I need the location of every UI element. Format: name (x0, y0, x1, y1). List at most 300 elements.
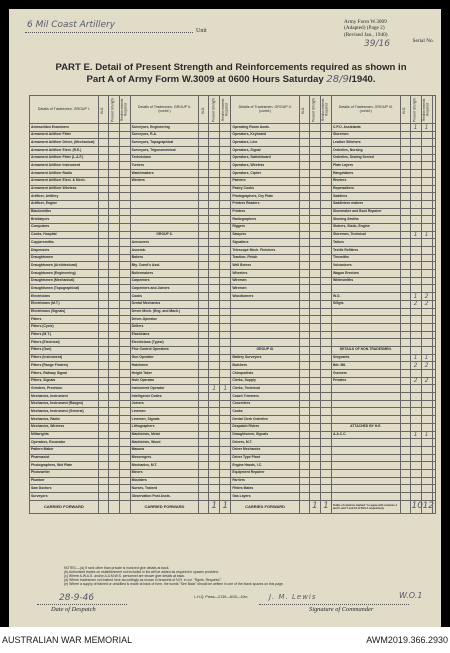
trade-cell: Riggers (231, 223, 300, 231)
count-cell (220, 170, 231, 178)
count-cell (119, 408, 130, 416)
count-cell (309, 469, 320, 477)
count-cell: 2 (410, 362, 421, 370)
count-cell (421, 254, 432, 262)
table-row (30, 308, 436, 316)
count-cell (410, 316, 421, 324)
count-cell (320, 216, 331, 224)
count-cell (199, 362, 209, 370)
count-cell (98, 124, 108, 132)
count-cell (199, 300, 209, 308)
spacer-cell (432, 316, 435, 324)
count-cell (108, 354, 119, 362)
count-cell (119, 277, 130, 285)
count-cell (199, 423, 209, 431)
count-cell (410, 408, 421, 416)
count-cell (209, 185, 220, 193)
count-cell (199, 346, 209, 354)
count-cell (98, 285, 108, 293)
spacer-cell (432, 247, 435, 255)
count-cell (199, 408, 209, 416)
count-cell (119, 147, 130, 155)
count-cell (220, 216, 231, 224)
count-cell (220, 377, 231, 385)
trade-cell: Wiremen (231, 277, 300, 285)
trade-cell: Grinders, Precision (30, 385, 99, 393)
count-cell (299, 339, 309, 347)
count-cell (299, 462, 309, 470)
count-cell (320, 262, 331, 270)
count-cell (320, 339, 331, 347)
count-cell (410, 477, 421, 485)
count-cell (220, 254, 231, 262)
count-cell (220, 362, 231, 370)
count-cell (199, 446, 209, 454)
count-cell (199, 177, 209, 185)
trade-cell: Blacksmiths (30, 208, 99, 216)
table-row (30, 493, 436, 501)
count-cell (209, 270, 220, 278)
count-cell: 1 (410, 293, 421, 301)
spacer-cell (432, 477, 435, 485)
trade-cell: Signallers (231, 239, 300, 247)
count-cell (410, 277, 421, 285)
count-cell (108, 454, 119, 462)
trade-cell: Assemb. (130, 247, 199, 255)
count-cell (299, 439, 309, 447)
count-cell (220, 493, 231, 501)
count-cell (410, 439, 421, 447)
count-cell (108, 262, 119, 270)
count-cell (220, 316, 231, 324)
count-cell (309, 162, 320, 170)
count-cell (410, 147, 421, 155)
cf-value: 1 (309, 500, 320, 513)
count-cell (119, 200, 130, 208)
count-cell (199, 247, 209, 255)
spacer-cell (432, 354, 435, 362)
count-cell (98, 370, 108, 378)
count-cell (410, 339, 421, 347)
trade-cell: Photowriter (30, 469, 99, 477)
spacer-cell (432, 416, 435, 424)
trade-cell (331, 316, 400, 324)
count-cell (320, 293, 331, 301)
spacer-cell (432, 154, 435, 162)
count-cell (199, 462, 209, 470)
count-cell (400, 316, 410, 324)
spacer-cell (432, 170, 435, 178)
count-cell (119, 185, 130, 193)
count-cell (108, 139, 119, 147)
trade-cell: Saddletree makers (331, 200, 400, 208)
count-cell (400, 446, 410, 454)
spacer-cell (432, 469, 435, 477)
count-cell (309, 446, 320, 454)
count-cell (421, 270, 432, 278)
trade-cell: Driver Mechanics (231, 446, 300, 454)
trade-cell: Wheelers (231, 270, 300, 278)
count-cell (108, 346, 119, 354)
count-cell (421, 216, 432, 224)
count-cell (209, 293, 220, 301)
count-cell (119, 308, 130, 316)
trade-cell: Storemen (331, 131, 400, 139)
trade-cell: Draughtsmen (Mechanical) (30, 277, 99, 285)
trade-cell: Telescope Mech. Finishers (231, 247, 300, 255)
header-present: Present Strength (209, 96, 220, 124)
count-cell (309, 147, 320, 155)
count-cell (309, 300, 320, 308)
count-cell (108, 370, 119, 378)
count-cell (98, 300, 108, 308)
count-cell (421, 162, 432, 170)
trade-cell: Fitters (M.T.) (30, 331, 99, 339)
trade-cell: Ropewalkers (331, 185, 400, 193)
count-cell (421, 223, 432, 231)
count-cell (400, 377, 410, 385)
count-cell (410, 393, 421, 401)
count-cell (98, 308, 108, 316)
count-cell (220, 147, 231, 155)
trade-cell: Pastry Cooks (231, 185, 300, 193)
count-cell (220, 223, 231, 231)
count-cell (309, 316, 320, 324)
count-cell (220, 485, 231, 493)
note-line: NOTES.—(a) If rank other than private is involved give details at back. (64, 566, 170, 570)
trade-cell: Dental Mechanics (130, 300, 199, 308)
count-cell (410, 423, 421, 431)
count-cell: 2 (421, 293, 432, 301)
count-cell (320, 124, 331, 132)
spacer-cell (432, 493, 435, 501)
trade-cell: Fine Control Operators (130, 346, 199, 354)
count-cell (421, 308, 432, 316)
count-cell (309, 354, 320, 362)
count-cell (119, 208, 130, 216)
count-cell (209, 200, 220, 208)
count-cell (299, 469, 309, 477)
count-cell (421, 400, 432, 408)
count-cell (119, 223, 130, 231)
spacer-cell (432, 223, 435, 231)
count-cell (309, 139, 320, 147)
spacer-cell (432, 431, 435, 439)
count-cell (320, 423, 331, 431)
count-cell (199, 285, 209, 293)
count-cell (108, 331, 119, 339)
trade-cell: Gas Layers (231, 493, 300, 501)
count-cell (108, 300, 119, 308)
count-cell (220, 185, 231, 193)
count-cell (299, 162, 309, 170)
count-cell: 1 (209, 385, 220, 393)
count-cell (199, 308, 209, 316)
count-cell (299, 208, 309, 216)
count-cell (220, 177, 231, 185)
trade-cell (331, 400, 400, 408)
count-cell (421, 446, 432, 454)
trade-cell (231, 316, 300, 324)
header-wo: W.O. (400, 96, 410, 124)
count-cell (108, 500, 119, 513)
count-cell (108, 377, 119, 385)
count-cell (421, 339, 432, 347)
count-cell (209, 346, 220, 354)
count-cell (199, 393, 209, 401)
table-row (30, 277, 436, 285)
count-cell (220, 139, 231, 147)
trade-cell: Fitters (Electrical) (30, 339, 99, 347)
trade-cell: Sawyers (231, 231, 300, 239)
count-cell (410, 262, 421, 270)
count-cell (400, 154, 410, 162)
despatch-date-handwritten: 28-9-46 (59, 593, 95, 603)
count-cell (400, 454, 410, 462)
title-line-2-prefix: Part A of Army Form W.3009 at 0600 Hours Saturday (86, 74, 324, 85)
trade-cell: Mechanics, M.T. (130, 462, 199, 470)
count-cell (220, 446, 231, 454)
spacer-cell (432, 323, 435, 331)
trade-cell (130, 208, 199, 216)
note-line: (d) Where tradesmen not trained here accordingly as shown in brackets of N.R. in col. "Rgnts. Required." (64, 578, 222, 582)
count-cell (108, 308, 119, 316)
trade-cell: DETAILS OF NON-TRADESMEN. (331, 346, 400, 354)
count-cell (220, 239, 231, 247)
count-cell (421, 477, 432, 485)
count-cell (119, 446, 130, 454)
trade-cell (331, 469, 400, 477)
count-cell (108, 393, 119, 401)
count-cell (209, 162, 220, 170)
trade-cell (331, 439, 400, 447)
count-cell (309, 439, 320, 447)
count-cell (299, 170, 309, 178)
trade-cell (331, 416, 400, 424)
count-cell (98, 216, 108, 224)
count-cell (421, 485, 432, 493)
count-cell (410, 385, 421, 393)
trade-cell: Height Taker (130, 370, 199, 378)
spacer-cell (432, 400, 435, 408)
count-cell (98, 154, 108, 162)
trade-cell: Stokers, Static, Engine (331, 223, 400, 231)
count-cell (98, 431, 108, 439)
count-cell (98, 477, 108, 485)
form-ref-line: Army Form W.3009 (344, 19, 387, 25)
spacer-cell (432, 370, 435, 378)
count-cell (199, 231, 209, 239)
trade-cell: Tinsmiths (331, 254, 400, 262)
count-cell (119, 154, 130, 162)
form-reference (344, 19, 440, 49)
count-cell (209, 277, 220, 285)
count-cell (199, 131, 209, 139)
spacer-cell (432, 277, 435, 285)
count-cell (299, 147, 309, 155)
count-cell (299, 446, 309, 454)
trade-cell (331, 493, 400, 501)
signature-rank: W.O.1 (399, 591, 423, 600)
count-cell (98, 469, 108, 477)
count-cell (220, 393, 231, 401)
count-cell (299, 247, 309, 255)
table-row (30, 193, 436, 201)
count-cell (320, 185, 331, 193)
spacer-cell (432, 339, 435, 347)
trade-cell: Draughtsmen, Signals (231, 431, 300, 439)
trade-cell: Messengers (130, 454, 199, 462)
count-cell (299, 431, 309, 439)
trade-cell: GROUP II. (130, 231, 199, 239)
table-row (30, 331, 436, 339)
count-cell (299, 454, 309, 462)
count-cell (309, 262, 320, 270)
count-cell (199, 193, 209, 201)
count-cell (98, 416, 108, 424)
count-cell (320, 346, 331, 354)
count-cell (98, 293, 108, 301)
trade-cell: Bricklayers (30, 216, 99, 224)
cf-value: 1 (320, 500, 331, 513)
count-cell (400, 400, 410, 408)
header-present: Present Strength (108, 96, 119, 124)
count-cell (98, 485, 108, 493)
table-row (30, 239, 436, 247)
count-cell (309, 323, 320, 331)
note-line: (c) Where A.W.A.S. and/or A.A.M.W.S. personnel are shown give details at back. (64, 574, 185, 578)
table-row (30, 469, 436, 477)
cf-total: 10 (410, 500, 421, 513)
count-cell (309, 185, 320, 193)
count-cell (119, 300, 130, 308)
count-cell: 2 (421, 300, 432, 308)
table-row (30, 170, 436, 178)
count-cell (410, 185, 421, 193)
count-cell (199, 339, 209, 347)
count-cell (320, 331, 331, 339)
cf-value: 1 (209, 500, 220, 513)
table-row (30, 216, 436, 224)
spacer-cell (432, 147, 435, 155)
despatch-label: Date of Despatch (51, 606, 96, 613)
trade-cell: Driver-Operator (130, 316, 199, 324)
count-cell (320, 469, 331, 477)
count-cell (220, 247, 231, 255)
count-cell: 1 (220, 385, 231, 393)
count-cell (320, 208, 331, 216)
count-cell (410, 131, 421, 139)
trade-cell: Lithographers (130, 423, 199, 431)
printer-imprint: L.H.Q. Press—2139—8/43—10m. (194, 595, 249, 599)
trade-cell: Moulders (130, 477, 199, 485)
count-cell (421, 277, 432, 285)
count-cell (309, 239, 320, 247)
table-row (30, 231, 436, 239)
count-cell (309, 216, 320, 224)
table-row (30, 454, 436, 462)
count-cell (209, 462, 220, 470)
count-cell (108, 423, 119, 431)
count-cell (108, 316, 119, 324)
table-row (30, 339, 436, 347)
trade-cell: Dispensers (30, 247, 99, 255)
count-cell (209, 339, 220, 347)
archive-institution: AUSTRALIAN WAR MEMORIAL (2, 635, 133, 645)
header-reinforcements: Reinforcements Required (119, 96, 130, 124)
count-cell (421, 331, 432, 339)
trade-cell: Mechanics, Instrument (Ranges) (30, 400, 99, 408)
count-cell (119, 462, 130, 470)
count-cell (119, 439, 130, 447)
count-cell (400, 277, 410, 285)
trade-cell: Armament Artificer Elect. (R.E.) (30, 147, 99, 155)
trade-cell: Concreters (231, 400, 300, 408)
trade-cell: Operators, Switchboard (231, 154, 300, 162)
spacer-cell (432, 408, 435, 416)
count-cell (421, 262, 432, 270)
count-cell (410, 323, 421, 331)
count-cell (108, 147, 119, 155)
count-cell (400, 477, 410, 485)
trade-cell: Intelligence Duties (130, 393, 199, 401)
count-cell (410, 485, 421, 493)
count-cell (421, 239, 432, 247)
count-cell (199, 139, 209, 147)
count-cell (108, 416, 119, 424)
trade-cell (331, 339, 400, 347)
count-cell (108, 193, 119, 201)
count-cell (309, 124, 320, 132)
count-cell (209, 124, 220, 132)
count-cell (209, 408, 220, 416)
count-cell (98, 446, 108, 454)
count-cell (410, 216, 421, 224)
form-ref-line: (Adapted) (Page 2) (344, 25, 385, 32)
count-cell (421, 393, 432, 401)
count-cell (108, 185, 119, 193)
count-cell (209, 208, 220, 216)
count-cell (400, 362, 410, 370)
count-cell (209, 285, 220, 293)
count-cell (199, 124, 209, 132)
count-cell (400, 216, 410, 224)
cf-label: CARRIED FORWARD (231, 500, 300, 513)
trade-cell: Gun Operator (130, 354, 199, 362)
count-cell (209, 223, 220, 231)
count-cell (209, 477, 220, 485)
count-cell (421, 131, 432, 139)
count-cell (410, 370, 421, 378)
count-cell (421, 193, 432, 201)
count-cell (400, 323, 410, 331)
count-cell (400, 239, 410, 247)
spacer-cell (432, 293, 435, 301)
trade-cell: Linemen, Signals (130, 416, 199, 424)
count-cell (320, 462, 331, 470)
count-cell (299, 293, 309, 301)
count-cell (220, 339, 231, 347)
count-cell (309, 223, 320, 231)
count-cell (119, 370, 130, 378)
count-cell (400, 231, 410, 239)
trade-cell: Shoeing Smiths (331, 216, 400, 224)
count-cell (108, 339, 119, 347)
count-cell (199, 277, 209, 285)
table-row (30, 439, 436, 447)
trade-cell: Surveyors, R.A. (130, 131, 199, 139)
count-cell (199, 147, 209, 155)
